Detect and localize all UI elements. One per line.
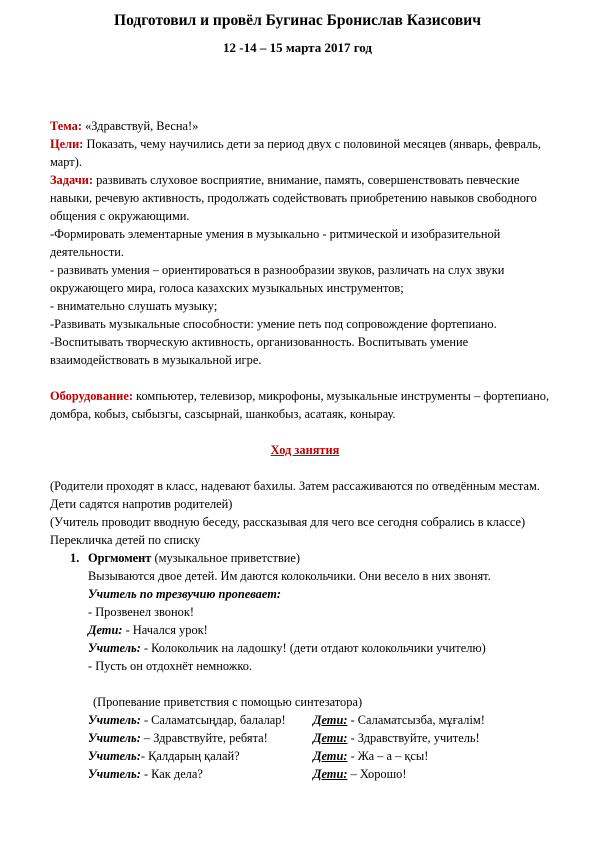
children-label: Дети: <box>313 749 348 763</box>
children-line: - Жа – а – қсы! <box>347 749 429 763</box>
task-item: - внимательно слушать музыку; <box>50 299 218 313</box>
children-line: - Саламатсызба, мұғалім! <box>347 713 485 727</box>
teacher-line: - Саламатсыңдар, балалар! <box>140 713 286 727</box>
date-line: 12 -14 – 15 марта 2017 год <box>223 40 372 55</box>
synth-note: (Пропевание приветствия с помощью синтезатора) <box>93 695 363 709</box>
teacher-label: Учитель: <box>88 713 141 727</box>
teacher-label: Учитель: <box>88 731 141 745</box>
teacher-label: Учитель: <box>88 749 141 763</box>
document-body <box>50 117 560 783</box>
topic-text: «Здравствуй, Весна!» <box>81 119 199 133</box>
children-label: Дети: <box>88 623 123 637</box>
teacher-text: - Колокольчик на ладошку! (дети отдают колокольчики учителю) <box>140 641 486 655</box>
tasks-paragraph <box>50 171 560 225</box>
teacher-label: Учитель: <box>88 641 141 655</box>
orgmoment-line <box>88 621 560 639</box>
children-label: Дети: <box>313 731 348 745</box>
goals-paragraph <box>50 135 560 171</box>
topic-paragraph <box>50 117 560 135</box>
equipment-paragraph <box>50 387 560 423</box>
task-item: -Воспитывать творческую активность, организованность. Воспитывать умение взаимодействовать в музыкальной игре. <box>50 335 469 367</box>
lesson-intro: (Родители проходят в класс, надевают бахилы. Затем рассаживаются по отведённым местам. Дети садятся напротив родителей) <box>50 479 540 511</box>
orgmoment-line <box>88 639 560 657</box>
lesson-intro: (Учитель проводит вводную беседу, рассказывая для чего все сегодня собрались в классе) <box>50 515 526 529</box>
orgmoment-note: (музыкальное приветствие) <box>151 551 301 565</box>
children-label: Дети: <box>313 713 348 727</box>
teacher-line: – Здравствуйте, ребята! <box>140 731 268 745</box>
orgmoment-line: - Пусть он отдохнёт немножко. <box>88 659 252 673</box>
goals-text: Показать, чему научились дети за период двух с половиной месяцев (январь, февраль, март). <box>50 137 542 169</box>
children-line: - Здравствуйте, учитель! <box>347 731 480 745</box>
lesson-intro: Перекличка детей по списку <box>50 533 201 547</box>
teacher-line: - Қалдарың қалай? <box>140 749 240 763</box>
goals-label: Цели: <box>50 137 84 151</box>
topic-label: Тема: <box>50 119 82 133</box>
tasks-label: Задачи: <box>50 173 93 187</box>
orgmoment-line: Учитель по трезвучию пропевает: <box>88 587 281 601</box>
dialogue-row <box>88 765 560 783</box>
task-item: -Формировать элементарные умения в музыкально - ритмической и изобразительной деятельности. <box>50 227 501 259</box>
task-item: - развивать умения – ориентироваться в разнообразии звуков, различать на слух звуки окружающего мира, голоса казахских музыкальных инструментов; <box>50 263 505 295</box>
author-title: Подготовил и провёл Бугинас Бронислав Казисович <box>114 12 481 29</box>
teacher-label: Учитель: <box>88 767 141 781</box>
children-line: – Хорошо! <box>347 767 407 781</box>
equipment-text: компьютер, телевизор, микрофоны, музыкальные инструменты – фортепиано, домбра, кобыз, сыбызгы, сазсырнай, шанкобыз, асатаяк, конырау. <box>50 389 550 421</box>
children-text: - Начался урок! <box>122 623 208 637</box>
dialogue-row <box>88 711 560 729</box>
teacher-line: - Как дела? <box>140 767 203 781</box>
children-label: Дети: <box>313 767 348 781</box>
dialogue-row <box>88 747 560 765</box>
orgmoment-line: Вызываются двое детей. Им даются колокольчики. Они весело в них звонят. <box>88 569 491 583</box>
orgmoment-line: - Прозвенел звонок! <box>88 605 194 619</box>
orgmoment-title: Оргмомент <box>88 551 152 565</box>
list-item-orgmoment <box>70 549 560 567</box>
list-number: 1. <box>70 551 80 565</box>
lesson-heading: Ход занятия <box>270 443 340 457</box>
equipment-label: Оборудование: <box>50 389 133 403</box>
task-item: -Развивать музыкальные способности: умение петь под сопровождение фортепиано. <box>50 317 497 331</box>
dialogue-row <box>88 729 560 747</box>
tasks-intro: развивать слуховое восприятие, внимание, память, совершенствовать певческие навыки, речевую активность, продолжать содействовать приобретению навыков свободного общения с окружающими. <box>50 173 537 223</box>
